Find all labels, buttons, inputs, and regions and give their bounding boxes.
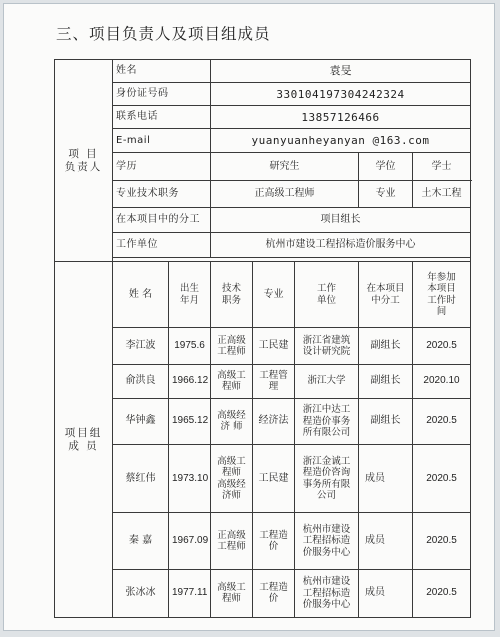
member-birth: 1966.12 — [169, 364, 211, 398]
leader-education-row — [55, 153, 471, 180]
col-header-unit: 工作 单位 — [295, 262, 359, 328]
member-role: 成员 — [359, 513, 413, 569]
member-major: 经济法 — [253, 398, 295, 444]
leader-title-row — [55, 180, 471, 207]
leader-unit-row — [55, 232, 471, 257]
member-role: 成员 — [359, 444, 413, 512]
member-name: 张冰冰 — [113, 569, 169, 617]
member-time: 2020.5 — [413, 569, 471, 617]
leader-name-row — [55, 60, 471, 83]
members-section-label: 项目组 成 员 — [55, 262, 113, 618]
member-title: 高级工 程师 — [211, 569, 253, 617]
member-role: 副组长 — [359, 364, 413, 398]
project-team-table — [54, 59, 471, 618]
member-birth: 1977.11 — [169, 569, 211, 617]
col-header-birth: 出生 年月 — [169, 262, 211, 328]
col-header-title: 技术 职务 — [211, 262, 253, 328]
member-role: 副组长 — [359, 398, 413, 444]
member-name: 秦 嘉 — [113, 513, 169, 569]
member-name: 李江波 — [113, 328, 169, 364]
degree-label: 学位 — [359, 153, 413, 180]
name-label: 姓名 — [113, 60, 211, 83]
member-title: 高级工 程师 — [211, 364, 253, 398]
member-birth: 1967.09 — [169, 513, 211, 569]
member-unit: 浙江大学 — [295, 364, 359, 398]
member-major: 工程造 价 — [253, 569, 295, 617]
major-label: 专业 — [359, 180, 413, 207]
member-time: 2020.10 — [413, 364, 471, 398]
member-role: 副组长 — [359, 328, 413, 364]
col-header-name: 姓 名 — [113, 262, 169, 328]
unit-label: 工作单位 — [113, 232, 211, 257]
member-role: 成员 — [359, 569, 413, 617]
member-major: 工民建 — [253, 444, 295, 512]
member-birth: 1975.6 — [169, 328, 211, 364]
leader-phone-value: 13857126466 — [211, 106, 471, 129]
member-title: 高级经 济 师 — [211, 398, 253, 444]
member-birth: 1965.12 — [169, 398, 211, 444]
leader-name-value: 袁旻 — [211, 60, 471, 83]
col-header-role: 在本项目 中分工 — [359, 262, 413, 328]
leader-major-value: 土木工程 — [413, 180, 471, 207]
leader-id-row — [55, 83, 471, 106]
leader-id-value: 330104197304242324 — [211, 83, 471, 106]
member-time: 2020.5 — [413, 398, 471, 444]
member-major: 工程管 理 — [253, 364, 295, 398]
leader-email-row — [55, 129, 471, 153]
email-label: E-mail — [113, 129, 211, 153]
members-header-row — [55, 262, 471, 328]
member-title: 正高级 工程师 — [211, 513, 253, 569]
role-label: 在本项目中的分工 — [113, 207, 211, 232]
member-name: 华钟鑫 — [113, 398, 169, 444]
member-unit: 浙江金诚工 程造价咨询 事务所有限 公司 — [295, 444, 359, 512]
col-header-time: 年参加 本项目 工作时 间 — [413, 262, 471, 328]
table-row — [55, 364, 471, 398]
leader-email-value: yuanyuanheyanyan @163.com — [211, 129, 471, 153]
col-header-major: 专业 — [253, 262, 295, 328]
member-name: 蔡红伟 — [113, 444, 169, 512]
leader-unit-value: 杭州市建设工程招标造价服务中心 — [211, 232, 471, 257]
table-row — [55, 444, 471, 512]
leader-role-row — [55, 207, 471, 232]
member-time: 2020.5 — [413, 513, 471, 569]
member-unit: 杭州市建设 工程招标造 价服务中心 — [295, 569, 359, 617]
leader-education-value: 研究生 — [211, 153, 359, 180]
leader-section-label: 项 目 负责人 — [55, 60, 113, 262]
member-major: 工民建 — [253, 328, 295, 364]
member-unit: 浙江省建筑 设计研究院 — [295, 328, 359, 364]
leader-phone-row — [55, 106, 471, 129]
member-major: 工程造 价 — [253, 513, 295, 569]
table-row — [55, 398, 471, 444]
table-row — [55, 569, 471, 617]
section-heading: 三、项目负责人及项目组成员 — [56, 25, 271, 43]
member-name: 俞洪良 — [113, 364, 169, 398]
member-time: 2020.5 — [413, 444, 471, 512]
leader-degree-value: 学士 — [413, 153, 471, 180]
member-birth: 1973.10 — [169, 444, 211, 512]
id-label: 身份证号码 — [113, 83, 211, 106]
member-title: 高级工 程师 高级经 济师 — [211, 444, 253, 512]
phone-label: 联系电话 — [113, 106, 211, 129]
member-title: 正高级 工程师 — [211, 328, 253, 364]
document-page — [3, 3, 495, 631]
leader-role-value: 项目组长 — [211, 207, 471, 232]
leader-title-value: 正高级工程师 — [211, 180, 359, 207]
table-row — [55, 513, 471, 569]
title-label: 专业技术职务 — [113, 180, 211, 207]
member-unit: 浙江中达工 程造价事务 所有限公司 — [295, 398, 359, 444]
education-label: 学历 — [113, 153, 211, 180]
member-time: 2020.5 — [413, 328, 471, 364]
member-unit: 杭州市建设 工程招标造 价服务中心 — [295, 513, 359, 569]
table-row — [55, 328, 471, 364]
